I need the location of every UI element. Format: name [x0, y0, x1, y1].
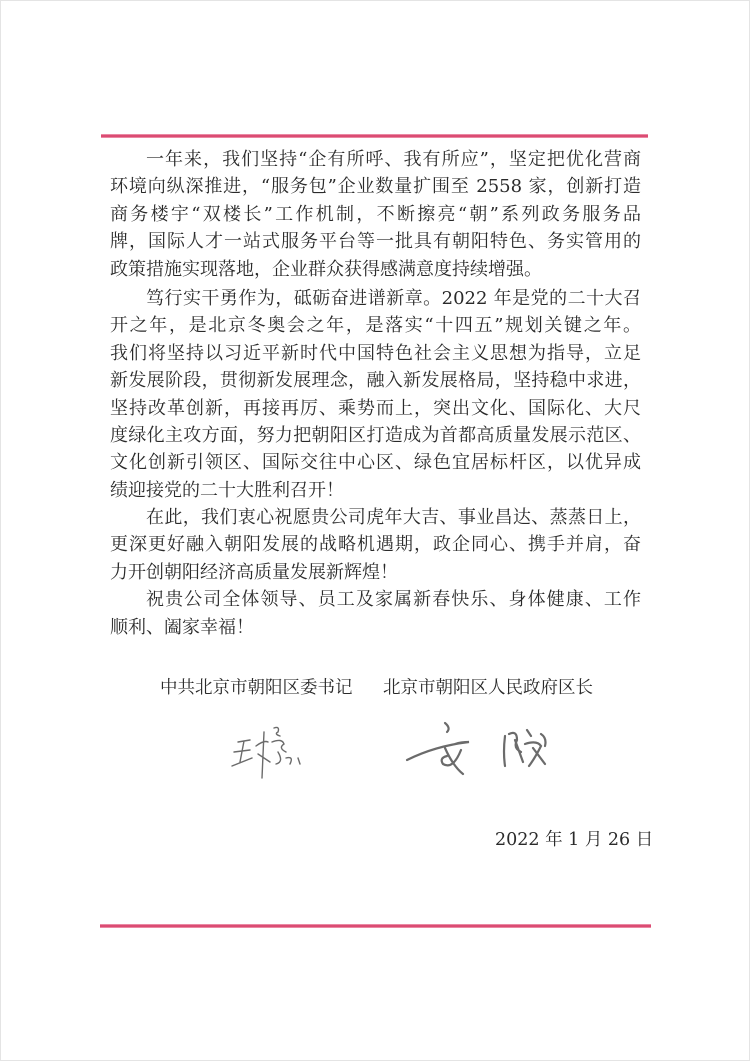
text-line: 坚持改革创新，再接再厉、乘势而上，突出文化、国际化、大尺 [110, 397, 641, 419]
footer-rule [100, 924, 651, 928]
text-line: 新发展阶段，贯彻新发展理念，融入新发展格局，坚持稳中求进， [110, 370, 641, 392]
text-line: 力开创朝阳经济高质量发展新辉煌！ [110, 561, 398, 583]
signature-district-mayor [405, 718, 565, 786]
text-line: 文化创新引领区、国际交往中心区、绿色宜居标杆区，以优异成 [110, 452, 641, 474]
text-line: 开之年，是北京冬奥会之年，是落实“十四五”规划关键之年。 [110, 315, 641, 337]
signatory-title-district-mayor: 北京市朝阳区人民政府区长 [383, 678, 593, 698]
text-line: 笃行实干勇作为，砥砺奋进谱新章。2022 年是党的二十大召 [146, 287, 641, 309]
paragraph-4 [110, 586, 641, 641]
signatory-title-party-secretary: 中共北京市朝阳区委书记 [160, 678, 353, 698]
signature-party-secretary [220, 718, 310, 788]
text-line: 政策措施实现落地，企业群众获得感满意度持续增强。 [110, 258, 542, 280]
letter-date: 2022 年 1 月 26 日 [495, 830, 654, 850]
text-line: 商务楼宇“双楼长”工作机制，不断擦亮“朝”系列政务服务品 [110, 203, 641, 225]
letter-body [110, 146, 641, 641]
text-line: 一年来，我们坚持“企有所呼、我有所应”，坚定把优化营商 [146, 149, 641, 170]
text-line: 牌，国际人才一站式服务平台等一批具有朝阳特色、务实管用的 [110, 231, 641, 253]
paragraph-2 [110, 285, 641, 504]
text-line: 更深更好融入朝阳发展的战略机遇期，政企同心、携手并肩，奋 [110, 534, 641, 556]
text-line: 度绿化主攻方面，努力把朝阳区打造成为首都高质量发展示范区、 [110, 424, 641, 446]
paragraph-3 [110, 504, 641, 586]
text-line: 在此，我们衷心祝愿贵公司虎年大吉、事业昌达、蒸蒸日上， [146, 507, 641, 529]
header-rule [101, 134, 648, 138]
text-line: 环境向纵深推进，“服务包”企业数量扩围至 2558 家，创新打造 [110, 176, 641, 198]
text-line: 祝贵公司全体领导、员工及家属新春快乐、身体健康、工作 [146, 589, 641, 611]
text-line: 顺利、阖家幸福！ [110, 616, 254, 638]
paragraph-1 [110, 146, 641, 283]
text-line: 绩迎接党的二十大胜利召开！ [110, 479, 344, 501]
text-line: 我们将坚持以习近平新时代中国特色社会主义思想为指导，立足 [110, 342, 641, 364]
